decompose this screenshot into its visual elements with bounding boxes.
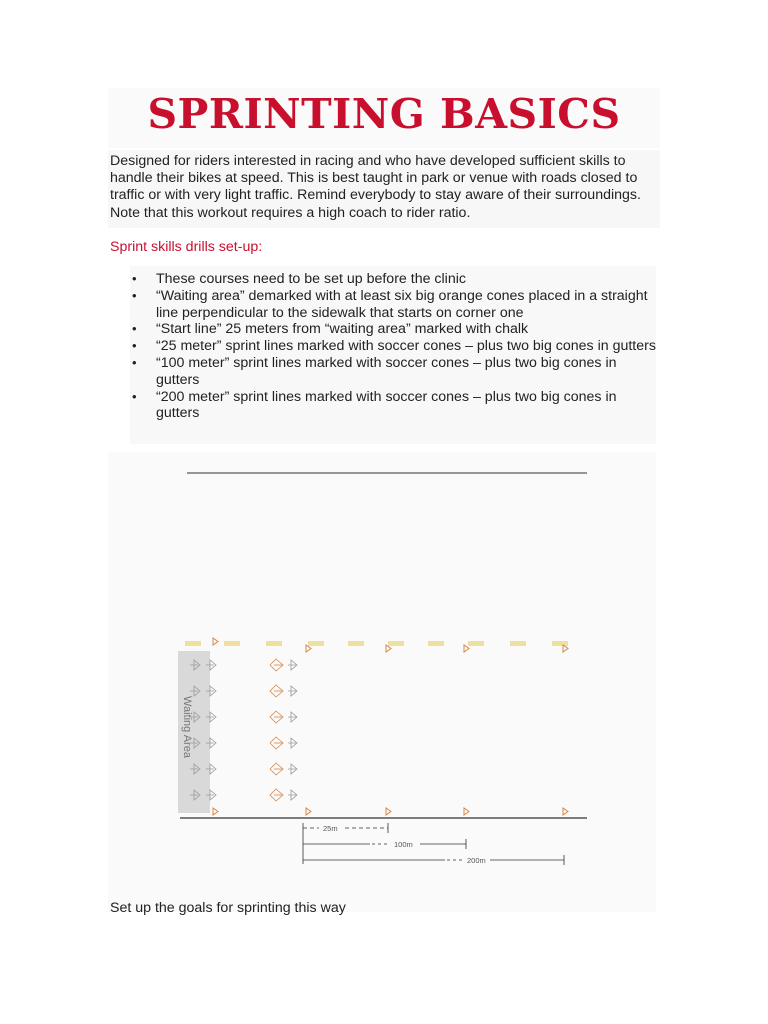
bullet-icon: • (132, 287, 137, 303)
bullet-icon: • (132, 338, 137, 354)
list-item-text: “100 meter” sprint lines marked with soccer cones – plus two big cones in gutters (156, 354, 617, 388)
list-item (128, 271, 656, 288)
list-item (128, 389, 656, 423)
near-side-cones (213, 808, 568, 815)
list-item (128, 288, 656, 322)
bullet-icon: • (132, 388, 137, 404)
list-item (128, 355, 656, 389)
distance-markers (303, 823, 564, 865)
sprint-course-diagram (160, 460, 620, 880)
setup-subheading: Sprint skills drills set-up: (110, 239, 263, 255)
bullet-icon: • (132, 354, 137, 370)
setup-bullet-list (128, 271, 656, 422)
waiting-area-label: Waiting Area (181, 696, 193, 758)
list-item-text: “Waiting area” demarked with at least six big orange cones placed in a straight line perpendicular to the sidewalk that starts on corner one (156, 287, 648, 321)
list-item-text: “25 meter” sprint lines marked with soccer cones – plus two big cones in gutters (156, 338, 656, 355)
list-item-text: “200 meter” sprint lines marked with soccer cones – plus two big cones in gutters (156, 388, 617, 422)
distance-label-100m: 100m (394, 840, 413, 849)
start-line-riders (270, 659, 297, 801)
list-item (128, 321, 656, 338)
figure-caption: Set up the goals for sprinting this way (110, 900, 346, 916)
list-item (128, 338, 656, 355)
bullet-icon: • (132, 321, 137, 337)
intro-paragraph: Designed for riders interested in racing and who have developed sufficient skills to handle their bikes at speed. This is best taught in park or venue with roads closed to traffic or with very light traffic. Remind everybody to stay aware of their surroundings. Note that this workout requires a high coach to rider ratio. (110, 153, 641, 221)
list-item-text: “Start line” 25 meters from “waiting area” marked with chalk (156, 321, 529, 338)
distance-label-25m: 25m (323, 824, 338, 833)
distance-label-200m: 200m (467, 856, 486, 865)
center-dash-line (185, 641, 568, 646)
bullet-icon: • (132, 271, 137, 286)
page-title: SPRINTING BASICS (147, 90, 621, 138)
list-item-text: These courses need to be set up before the clinic (156, 271, 466, 287)
